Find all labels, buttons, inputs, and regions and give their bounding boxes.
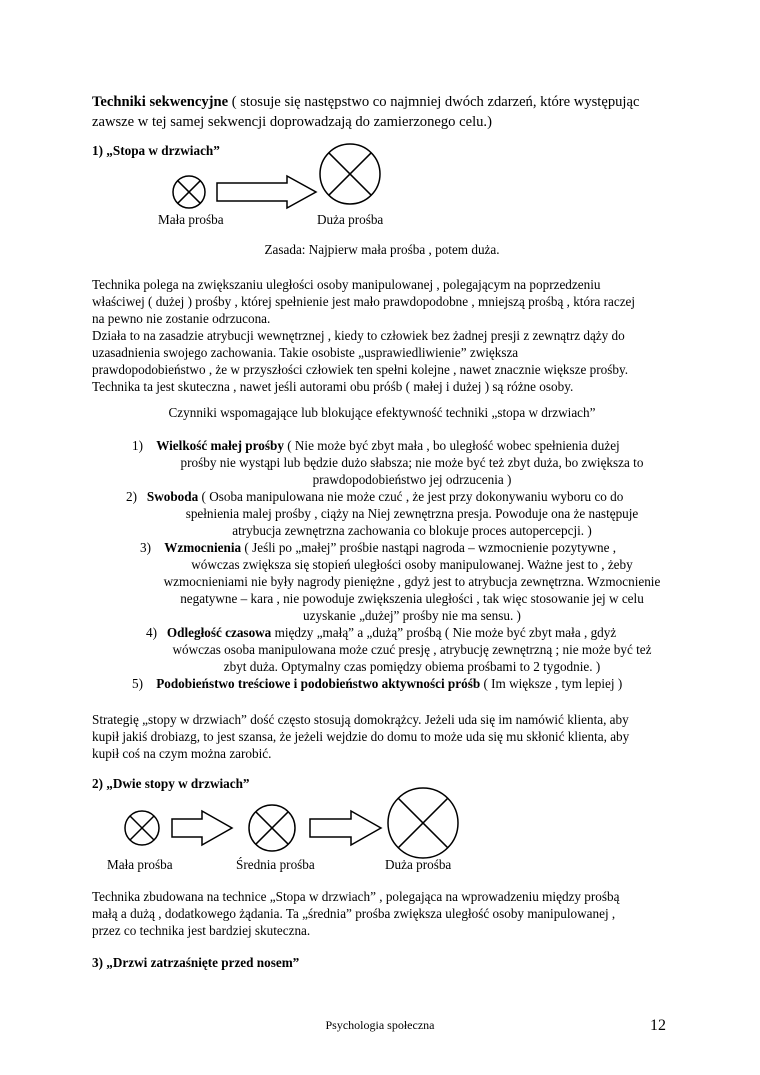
small-request-circle-icon: [125, 811, 159, 845]
section2-description: Technika zbudowana na technice „Stopa w drzwiach” , polegająca na wprowadzeniu między prośbą małą a dużą , dodatkowego żądania. Ta „średnia” prośba zwiększa uległość osoby manipulowanej , przez co technika jest bardziej skuteczna.: [92, 889, 620, 938]
section1-title: 1) „Stopa w drzwiach”: [92, 143, 220, 158]
list-item: 1) Wielkość małej prośby ( Nie może być zbyt mała , bo uległość wobec spełnienia dużej prośby nie wystąpi lub będzie dużo słabsza; nie może być też zbyt duża, bo zwiększa to prawdopodobieństwo jej odrzucenia ): [132, 438, 644, 487]
strategy-paragraph: Strategię „stopy w drzwiach” dość często stosują domokrążcy. Jeżeli uda się im namówić klienta, aby kupił jakiś drobiazg, to jest szansa, że jeżeli wejdzie do domu to może uda się mu skłonić klienta, aby kupił coś na czym można zarobić.: [92, 712, 630, 761]
page-number: 12: [650, 1017, 666, 1034]
factors-heading: Czynniki wspomagające lub blokujące efektywność techniki „stopa w drzwiach”: [168, 405, 596, 420]
large-request-circle-icon: [388, 788, 458, 858]
list-item: 4) Odległość czasowa między „małą” a „dużą” prośbą ( Nie może być zbyt mała , gdyż wówczas osoba manipulowana może czuć presję , atrybucję zewnętrzną ; nie może być też zbyt duża. Optymalny czas pomiędzy obiema prośbami to 2 tygodnie. ): [146, 625, 652, 674]
footer-title: Psychologia społeczna: [325, 1018, 435, 1032]
list-item: 5) Podobieństwo treściowe i podobieństwo aktywności próśb ( Im większe , tym lepiej ): [132, 676, 623, 691]
section2-title: 2) „Dwie stopy w drzwiach”: [92, 776, 250, 791]
intro-line-1: Techniki sekwencyjne ( stosuje się następstwo co najmniej dwóch zdarzeń, które występując: [92, 94, 640, 110]
list-item: 2) Swoboda ( Osoba manipulowana nie może czuć , że jest przy dokonywaniu wyboru co do spełnienia malej prośby , ciąży na Niej zewnętrzna presja. Powoduje ona że następuje atrybucja zewnętrzna zachowania co blokuje proces autopercepcji. ): [126, 489, 639, 538]
arrow-right-icon: [310, 811, 381, 845]
arrow-right-icon: [172, 811, 232, 845]
technique-description: Technika polega na zwiększaniu uległości osoby manipulowanej , polegającym na poprzedzeniu właściwej ( dużej ) prośby , której spełnienie jest mało prawdopodobne , mniejszą prośbą , która raczej na pewno nie zostanie odrzucona. Działa to na zasadzie atrybucji wewnętrznej , kiedy to człowiek bez żadnej presji z zewnątrz dąży do uzasadnienia swojego zachowania. Takie osobiste „usprawiedliwienie” zwiększa prawdopodobieństwo , że w przyszłości człowiek ten spełni kolejne , nawet znacznie większe prośby. Technika ta jest skuteczna , nawet jeśli autorami obu próśb ( małej i dużej ) są różne osoby.: [92, 277, 636, 394]
medium-request-label: Średnia prośba: [236, 857, 315, 872]
rule-text: Zasada: Najpierw mała prośba , potem duża.: [264, 242, 500, 257]
medium-request-circle-icon: [249, 805, 295, 851]
intro-heading: Techniki sekwencyjne: [92, 94, 229, 110]
section3-title: 3) „Drzwi zatrzaśnięte przed nosem”: [92, 955, 300, 970]
intro-line-2: zawsze w tej samej sekwencji doprowadzają do zamierzonego celu.): [92, 114, 492, 130]
list-item: 3) Wzmocnienia ( Jeśli po „małej” prośbie nastąpi nagroda – wzmocnienie pozytywne , wówczas zwiększa się stopień uległości osoby manipulowanej. Ważne jest to , żeby wzmocnieniami nie były nagrody pieniężne , gdyż jest to atrybucja zewnętrzna. Wzmocnienie negatywne – kara , nie powoduje zwiększenia uległości , tak więc stosowanie jej w celu uzyskanie „dużej” prośby nie ma sensu. ): [140, 540, 661, 623]
large-request-label: Duża prośba: [385, 857, 452, 872]
small-request-label: Mała prośba: [158, 212, 224, 227]
large-request-label: Duża prośba: [317, 212, 384, 227]
small-request-label: Mała prośba: [107, 857, 173, 872]
